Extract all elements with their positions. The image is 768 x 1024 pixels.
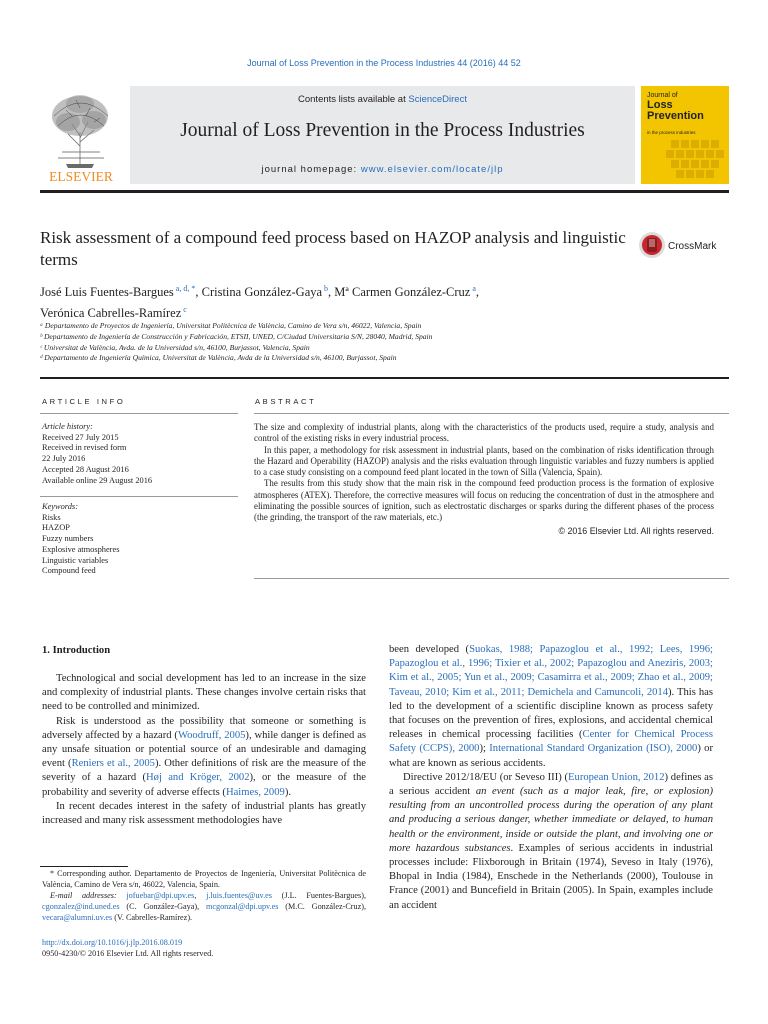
author-name[interactable]: , Mª Carmen González-Cruz — [328, 285, 471, 300]
citation-link[interactable]: Reniers et al., 2005 — [71, 758, 155, 770]
article-history — [42, 422, 238, 486]
abstract-bottom-divider — [254, 578, 729, 579]
doi-link[interactable]: http://dx.doi.org/10.1016/j.jlp.2016.08.019 — [42, 938, 183, 947]
journal-cover-thumbnail[interactable] — [641, 86, 729, 184]
citation-link[interactable]: Høj and Kröger, 2002 — [146, 772, 250, 784]
email-addresses — [42, 891, 366, 924]
keyword-list — [42, 502, 238, 577]
body-paragraph — [42, 715, 366, 800]
affiliation-item: ᶜ Universitat de València, Avda. de la Universidad s/n, 46100, Burjassot, Valencia, Spain — [40, 342, 310, 352]
abstract-paragraph: The results from this study show that the main risk in the compound feed production process is the formation of explosive atmospheres (ATEX). Therefore, the corrective measures will focus on reducing the concentration of dust in the atmosphere and eliminating the possible sources of ignition, such as electrostatic discharges or sparks during the different phases of the process (the grinding, the transport of the raw materials, etc.) — [254, 478, 714, 523]
citation-link[interactable]: Woodruff, 2005 — [177, 729, 246, 741]
body-paragraph: In recent decades interest in the safety of industrial plants has greatly increased and many risk assessment methodologies have — [42, 800, 366, 827]
abstract-divider — [254, 413, 729, 414]
affiliation-item: ᵃ Departamento de Proyectos de Ingeniería, Universitat Politècnica de València, Camino de Vera s/n, 46022, Valencia, Spain — [40, 321, 422, 330]
email-link[interactable]: vecara@alumni.uv.es — [42, 912, 113, 922]
keywords-label: Keywords: — [42, 502, 78, 511]
author-affiliation-marker[interactable]: b — [322, 284, 329, 293]
crossmark-label: CrossMark — [668, 241, 717, 252]
section-heading-introduction: 1. Introduction — [42, 645, 111, 656]
author-name[interactable]: , Cristina González-Gaya — [195, 285, 323, 300]
body-paragraph — [389, 771, 713, 913]
body-text: ). Other definitions of risk are the measure of the severity of a hazard ( — [42, 758, 366, 784]
email-link[interactable]: jofuebar@dpi.upv.es — [126, 890, 195, 900]
body-text: . Examples of serious accidents in industrial processes include: Flixborough in Britain (1974), Seveso in Italy (1976), Bhopal in India (1984), Enschede in the Netherlands (2000), Toulouse in France (2001) and Buncefield in Britain (2005). In Spain, examples include an accident — [389, 842, 713, 911]
email-owner: (C. González-Gaya), — [119, 901, 206, 911]
keyword-item: Fuzzy numbers — [42, 534, 94, 544]
abstract-body — [254, 422, 714, 537]
homepage-prefix: journal homepage: — [261, 164, 361, 175]
abstract-paragraph: In this paper, a methodology for risk assessment in industrial plants, based on the combination of risks identification through the Hazard and Operability (HAZOP) analysis and the risks evaluation through linguistic variables and fuzzy numbers is applied to a case study consisting on a compound feed plant located in the town of Silla (Valencia, Spain). — [254, 444, 714, 478]
authors-line-2 — [40, 301, 720, 322]
author-affiliation-marker[interactable]: a — [470, 284, 476, 293]
body-text: ); — [479, 743, 490, 755]
body-text: ), while danger is defined as any unsafe situation or potential source of an undesirable and damaging event ( — [42, 729, 367, 770]
copyright-notice: © 2016 Elsevier Ltd. All rights reserved. — [558, 525, 714, 536]
citation-link[interactable]: International Standard Organization (ISO), 2000 — [489, 743, 698, 755]
email-link[interactable]: cgonzalez@ind.uned.es — [42, 901, 120, 911]
history-item: Received in revised form — [42, 443, 127, 453]
header-divider — [40, 190, 729, 193]
publisher-name: ELSEVIER — [49, 169, 113, 184]
cover-subtitle: in the process industries — [647, 130, 696, 135]
email-separator: , — [194, 890, 207, 900]
history-item: Available online 29 August 2016 — [42, 475, 153, 485]
cover-title-line: Loss — [647, 99, 673, 111]
body-text: ), or the measure of the probability and severity of adverse effects ( — [42, 772, 367, 798]
abstract-paragraph: The size and complexity of industrial plants, along with the characteristics of the products used, require a study, analysis and control of the existing risks in every industrial process. — [254, 422, 714, 444]
keyword-item: Explosive atmospheres — [42, 544, 120, 554]
keyword-item: HAZOP — [42, 523, 70, 533]
crossmark-badge[interactable] — [638, 230, 730, 260]
doi-block — [42, 938, 366, 960]
contents-line — [130, 94, 635, 105]
footnotes — [42, 869, 366, 924]
cover-title-line: Prevention — [647, 110, 704, 122]
keywords-divider — [40, 496, 238, 497]
sciencedirect-link[interactable]: ScienceDirect — [408, 94, 467, 105]
journal-homepage-line — [130, 164, 635, 175]
elsevier-tree-icon — [40, 86, 122, 184]
section-divider — [40, 377, 729, 379]
journal-homepage-link[interactable]: www.elsevier.com/locate/jlp — [360, 164, 504, 175]
email-link[interactable]: j.luis.fuentes@uv.es — [206, 890, 272, 900]
abstract-heading: ABSTRACT — [255, 397, 317, 406]
author-separator: , — [475, 285, 480, 300]
article-info-heading: ARTICLE INFO — [42, 397, 126, 406]
keyword-item: Risks — [42, 512, 61, 522]
author-list — [40, 280, 720, 322]
issn-line: 0950-4230/© 2016 Elsevier Ltd. All rights reserved. — [42, 948, 214, 958]
body-paragraph: Technological and social development has led to an increase in the size and complexity of industrial plants. These changes involve certain risks that need to be controlled and minimized. — [42, 673, 366, 713]
body-text: ). — [284, 786, 291, 798]
body-paragraph — [389, 643, 713, 771]
history-item: 22 July 2016 — [42, 454, 86, 464]
author-affiliation-marker[interactable]: a, d, * — [173, 284, 196, 293]
cover-title-line: Journal of — [647, 92, 678, 99]
cover-title — [647, 92, 704, 122]
citation-link[interactable]: Suokas, 1988; Papazoglou et al., 1992; Lees, 1996; Papazoglou et al., 1996; Tixier et al., 2002; Papazoglou and Aneziris, 2003; Kim et al., 2005; Yun et al., 2009; Casamirra et al., 2009; Zhao et al., 2009; Taveau, 2010; Kim et al., 2011; Demichela and Camuncoli, 2014 — [389, 644, 713, 698]
directive-quote: an event (such as a major leak, fire, or explosion) resulting from an uncontrolled process during the operation of any plant and producing a serious danger, whether immediate or delayed, to human health or the environment, inside or outside the plant, and involving one or more hazardous substances — [389, 786, 713, 854]
history-item: Accepted 28 August 2016 — [42, 464, 129, 474]
contents-prefix: Contents lists available at — [298, 94, 409, 105]
body-column-right — [389, 643, 713, 913]
publisher-logo[interactable] — [40, 86, 122, 184]
body-text: Risk is understood as the possibility that someone or something is adversely affected by a hazard ( — [42, 715, 366, 741]
email-link[interactable]: mcgonzal@dpi.upv.es — [205, 901, 279, 911]
citation-link[interactable]: European Union, 2012 — [568, 771, 665, 783]
affiliation-list — [40, 321, 720, 364]
history-item: Received 27 July 2015 — [42, 432, 119, 442]
body-text: ) defines as a serious accident — [389, 771, 713, 798]
footnote-divider — [40, 866, 128, 867]
body-text: ). This has led to the development of a scientific discipline known as process safety that focuses on the prevention of fires, explosions, and accidental chemical releases in chemical processing facilities ( — [389, 686, 713, 741]
body-text: been developed ( — [389, 644, 470, 655]
article-history-label: Article history: — [42, 422, 93, 431]
email-owner: (M.C. González-Cruz), — [278, 901, 367, 911]
body-column-left — [42, 672, 366, 828]
author-name[interactable]: José Luis Fuentes-Bargues — [40, 285, 174, 300]
email-owner: (V. Cabrelles-Ramírez). — [112, 912, 193, 922]
email-label: E-mail addresses: — [50, 890, 127, 900]
body-text: Directive 2012/18/EU (or Seveso III) ( — [403, 771, 569, 783]
citation-link[interactable]: Haimes, 2009 — [225, 786, 285, 798]
citation-link[interactable]: Center for Chemical Process Safety (CCPS), 2000 — [389, 729, 713, 755]
crossmark-icon — [638, 230, 730, 260]
article-info-divider — [40, 413, 238, 414]
author-name[interactable]: Verónica Cabrelles-Ramírez — [40, 306, 182, 321]
affiliation-item: ᵇ Departamento de Ingeniería de Construcción y Fabricación, ETSII, UNED, C/Ciudad Universitaria S/N, 28040, Madrid, Spain — [40, 331, 433, 341]
email-owner: (J.L. Fuentes-Bargues), — [271, 890, 366, 900]
body-text: ) or what are known as serious accidents. — [389, 743, 713, 769]
keyword-item: Linguistic variables — [42, 555, 109, 565]
author-affiliation-marker[interactable]: c — [181, 305, 187, 315]
corresponding-author-note: * Corresponding author. Departamento de Proyectos de Ingeniería, Universitat Politècnica de València, Camino de Vera s/n, 46022, Valencia, Spain. — [42, 869, 366, 889]
keyword-item: Compound feed — [42, 566, 96, 576]
article-title: Risk assessment of a compound feed process based on HAZOP analysis and linguistic terms — [40, 228, 626, 269]
journal-masthead — [130, 86, 635, 184]
journal-title: Journal of Loss Prevention in the Process Industries — [180, 120, 585, 141]
authors-line-1 — [40, 280, 720, 301]
affiliation-item: ᵈ Departamento de Ingeniería Química, Universitat de València, Avda de la Universidad s/n, 46100, Burjassot, Spain — [40, 353, 397, 363]
journal-citation-link[interactable]: Journal of Loss Prevention in the Process Industries 44 (2016) 44 52 — [247, 58, 521, 68]
